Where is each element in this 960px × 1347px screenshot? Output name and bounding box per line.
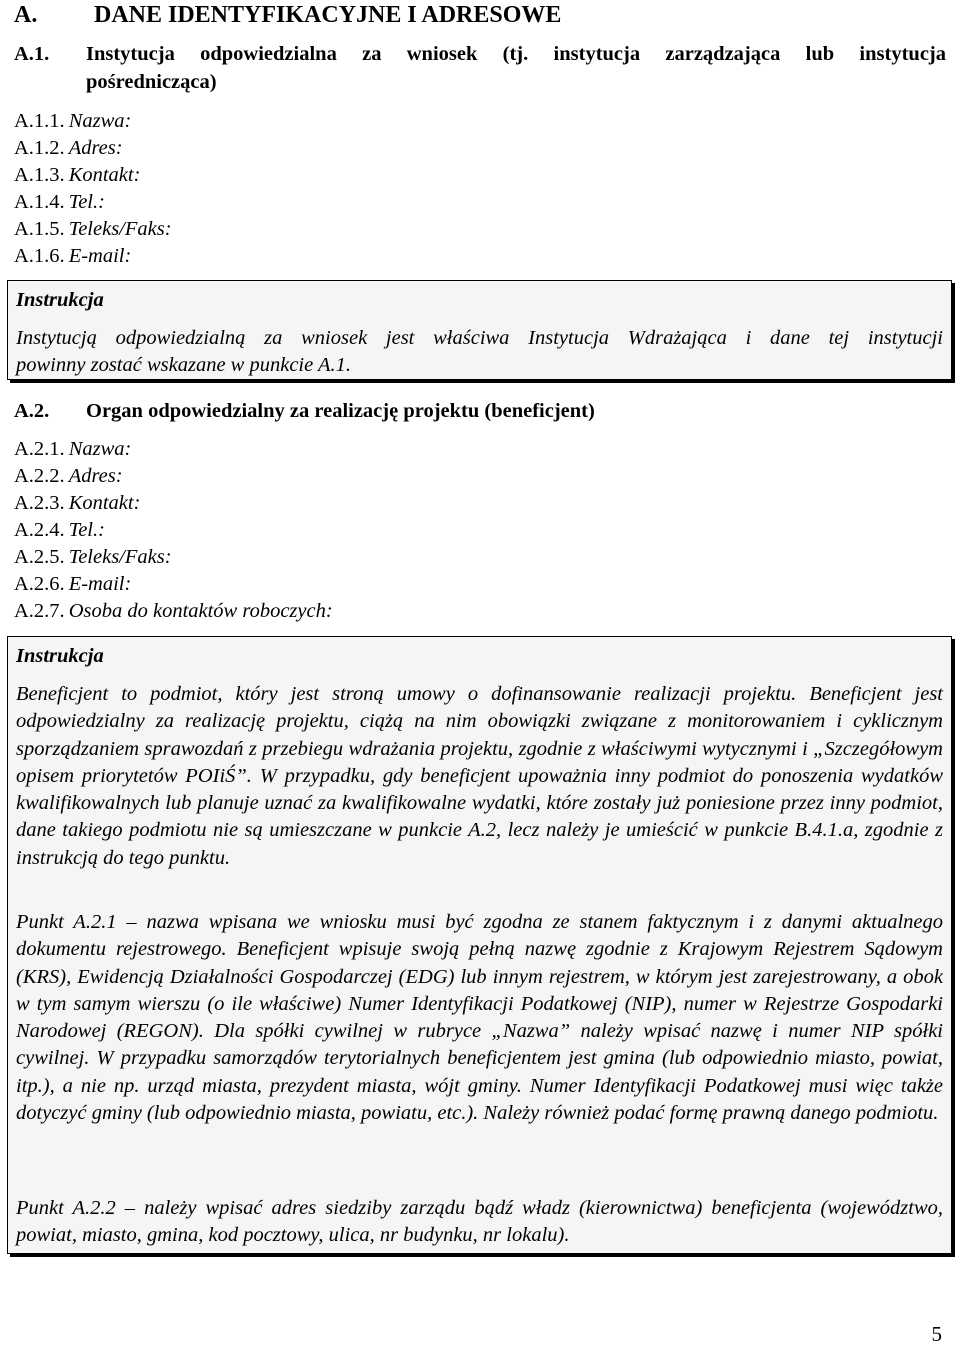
instruction-line: powinny zostać wskazane w punkcie A.1. bbox=[16, 354, 351, 377]
field-number: A.1.1. bbox=[14, 110, 65, 132]
field-a2-1 bbox=[14, 436, 131, 462]
field-number: A.1.5. bbox=[14, 218, 65, 240]
field-number: A.2.2. bbox=[14, 465, 65, 487]
field-a1-1 bbox=[14, 108, 131, 134]
field-a1-3 bbox=[14, 162, 140, 188]
field-number: A.2.3. bbox=[14, 492, 65, 514]
field-label: Tel.: bbox=[68, 519, 105, 541]
field-label: Tel.: bbox=[68, 191, 105, 213]
field-number: A.2.6. bbox=[14, 573, 65, 595]
field-a2-6 bbox=[14, 571, 131, 597]
field-number: A.2.7. bbox=[14, 600, 65, 622]
field-label: Teleks/Faks: bbox=[68, 546, 172, 568]
field-label: Nazwa: bbox=[68, 110, 132, 132]
field-label: Nazwa: bbox=[68, 438, 132, 460]
section-a1-heading bbox=[14, 40, 949, 96]
section-a1-title-line2: pośrednicząca) bbox=[86, 71, 217, 93]
instruction-text bbox=[16, 325, 943, 380]
field-label: E-mail: bbox=[68, 573, 132, 595]
section-a2-number: A.2. bbox=[14, 400, 50, 422]
section-a1-number: A.1. bbox=[14, 43, 50, 65]
field-label: Adres: bbox=[68, 465, 123, 487]
field-number: A.1.2. bbox=[14, 137, 65, 159]
instruction-title: Instrukcja bbox=[16, 645, 104, 667]
field-a2-4 bbox=[14, 517, 105, 543]
field-label: E-mail: bbox=[68, 245, 132, 267]
field-number: A.1.3. bbox=[14, 164, 65, 186]
field-number: A.2.4. bbox=[14, 519, 65, 541]
field-a2-7 bbox=[14, 598, 333, 624]
field-label: Adres: bbox=[68, 137, 123, 159]
section-a2-heading bbox=[14, 397, 949, 425]
field-number: A.2.1. bbox=[14, 438, 65, 460]
field-a2-3 bbox=[14, 490, 140, 516]
section-a-number: A. bbox=[14, 2, 38, 28]
field-number: A.1.4. bbox=[14, 191, 65, 213]
instruction-box-a1 bbox=[7, 280, 952, 380]
section-a2-title: Organ odpowiedzialny za realizację projektu (beneficjent) bbox=[86, 400, 595, 422]
section-a-title: DANE IDENTYFIKACYJNE I ADRESOWE bbox=[94, 2, 562, 28]
field-label: Teleks/Faks: bbox=[68, 218, 172, 240]
field-label: Osoba do kontaktów roboczych: bbox=[68, 600, 333, 622]
page-number: 5 bbox=[931, 1322, 942, 1346]
instruction-paragraph-2: Punkt A.2.1 – nazwa wpisana we wniosku musi być zgodna ze stanem faktycznym i z danymi aktualnego dokumentu rejestrowego. Beneficjent wpisuje swoją pełną nazwę zgodnie z Krajowym Rejestrem Sądowym (KRS), Ewidencją Działalności Gospodarczej (EDG) lub innym rejestrem, w którym jest zarejestrowany, a obok w tym samym wierszu (o ile właściwe) Numer Identyfikacji Podatkowej (NIP), numer w Rejestrze Gospodarki Narodowej (REGON). Dla spółki cywilnej w rubryce „Nazwa” należy wpisać nazwę i numer NIP spółki cywilnej. W przypadku samorządów terytorialnych beneficjentem jest gmina (lub odpowiednio miasto, powiat, itp.), a nie np. urząd miasta, prezydent miasta, wójt gminy. Numer Identyfikacji Podatkowej musi więc także dotyczyć gminy (lub odpowiednio miasta, powiatu, etc.). Należy również podać formę prawną danego podmiotu. bbox=[16, 911, 943, 1125]
field-a2-5 bbox=[14, 544, 172, 570]
instruction-line: Instytucją odpowiedzialną za wniosek jest właściwa Instytucja Wdrażająca i dane tej instytucji bbox=[16, 327, 943, 349]
instruction-paragraph-1: Beneficjent to podmiot, który jest stroną umowy o dofinansowanie realizacji projektu. Beneficjent jest odpowiedzialny za realizację projektu, ciążą na nim obowiązki związane z monitorowaniem i cyklicznym sporządzaniem sprawozdań z przebiegu wdrażania projektu, zgodnie z właściwymi wytycznymi i „Szczegółowym opisem priorytetów POIiŚ”. W przypadku, gdy beneficjent upoważnia inny podmiot do ponoszenia wydatków kwalifikowalnych lub planuje uznać za kwalifikowalne wydatki, które zostały już poniesione przez inny podmiot, dane takiego podmiotu nie są umieszczane w punkcie A.2, lecz należy je umieścić w punkcie B.4.1.a, zgodnie z instrukcją do tego punktu. bbox=[16, 683, 943, 869]
field-a2-2 bbox=[14, 463, 123, 489]
field-a1-6 bbox=[14, 243, 131, 269]
field-label: Kontakt: bbox=[68, 492, 141, 514]
field-label: Kontakt: bbox=[68, 164, 141, 186]
field-number: A.1.6. bbox=[14, 245, 65, 267]
field-number: A.2.5. bbox=[14, 546, 65, 568]
instruction-title: Instrukcja bbox=[16, 289, 104, 311]
field-a1-2 bbox=[14, 135, 123, 161]
field-a1-4 bbox=[14, 189, 105, 215]
section-a1-title-line1: Instytucja odpowiedzialna za wniosek (tj. instytucja zarządzająca lub instytucja bbox=[86, 43, 946, 65]
instruction-box-a2 bbox=[7, 636, 952, 1254]
instruction-paragraph-3: Punkt A.2.2 – należy wpisać adres siedziby zarządu bądź władz (kierownictwa) beneficjenta (województwo, powiat, miasto, gmina, kod pocztowy, ulica, nr budynku, nr lokalu). bbox=[16, 1197, 943, 1247]
field-a1-5 bbox=[14, 216, 172, 242]
section-a-heading bbox=[14, 0, 561, 30]
